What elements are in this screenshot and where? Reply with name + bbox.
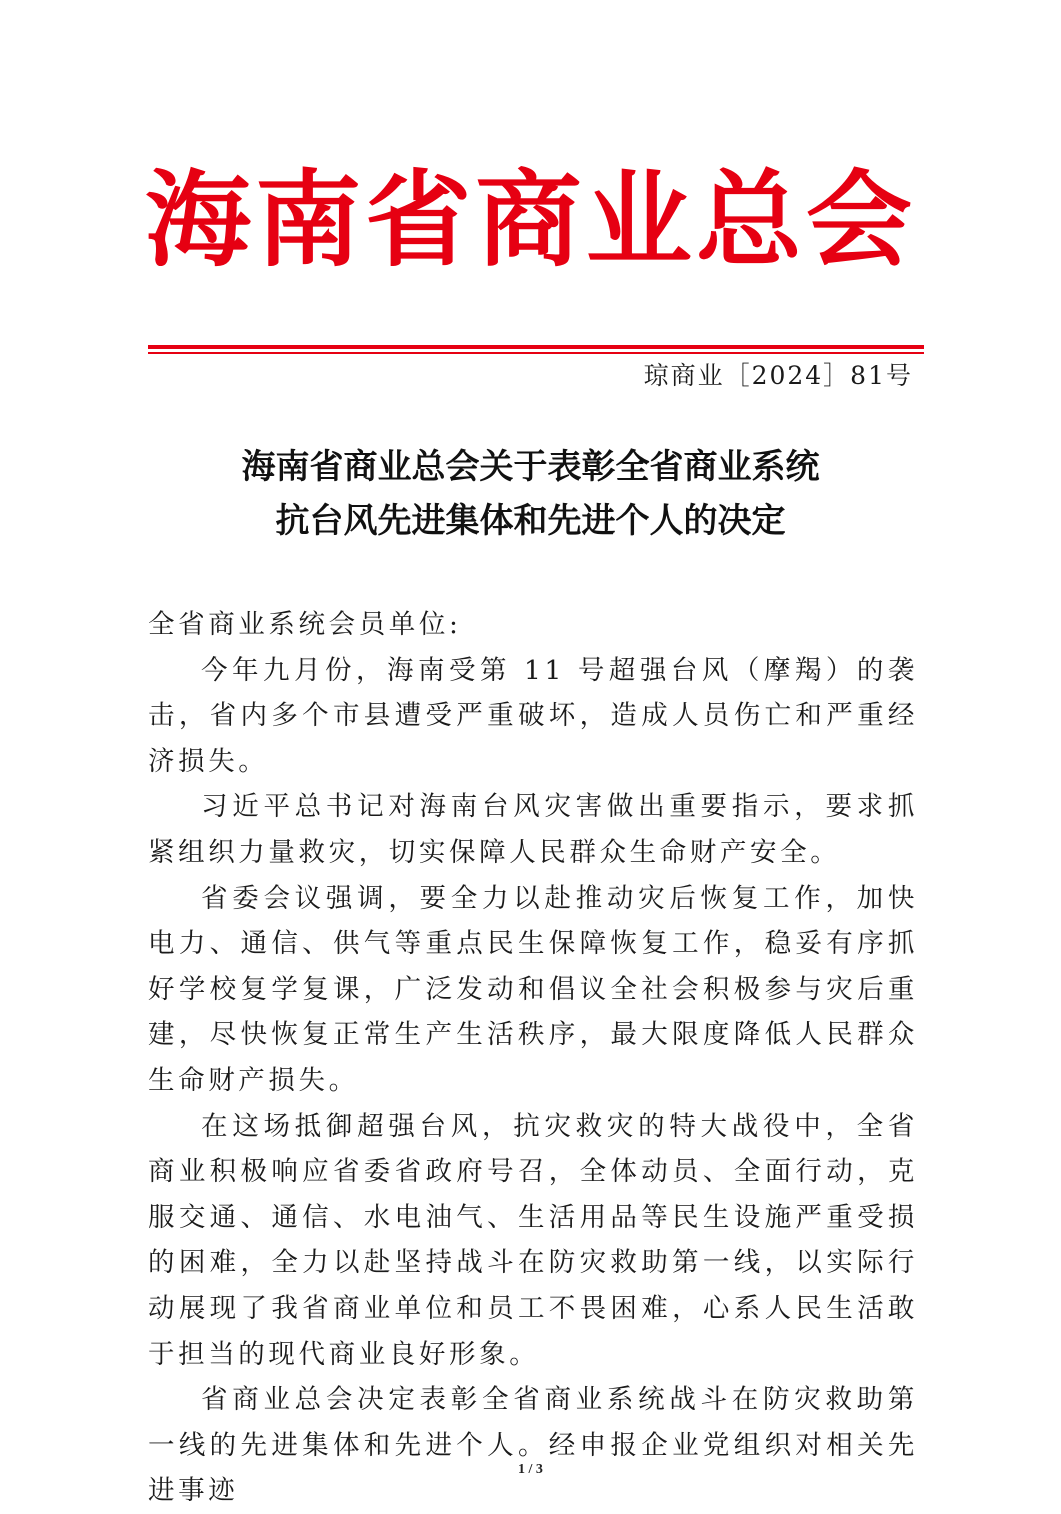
letterhead-red-rule-thin — [148, 352, 924, 354]
body-paragraph: 今年九月份，海南受第 11 号超强台风（摩羯）的袭击，省内多个市县遭受严重破坏，造成人员伤亡和严重经济损失。 — [148, 654, 918, 777]
body-paragraph: 省商业总会决定表彰全省商业系统战斗在防灾救助第一线的先进集体和先进个人。经申报企业党组织对相关先进事迹 — [148, 1384, 918, 1507]
document-title-line-1: 海南省商业总会关于表彰全省商业系统 — [241, 447, 820, 487]
letterhead-red-rule-thick — [148, 345, 924, 349]
letterhead-org-name: 海南省商业总会 — [144, 159, 917, 281]
page-indicator: 1 / 3 — [518, 1462, 543, 1477]
body-paragraph: 在这场抵御超强台风，抗灾救灾的特大战役中，全省商业积极响应省委省政府号召，全体动员、全面行动，克服交通、通信、水电油气、生活用品等民生设施严重受损的困难，全力以赴坚持战斗在防灾救助第一线，以实际行动展现了我省商业单位和员工不畏困难，心系人民生活敢于担当的现代商业良好形象。 — [148, 1110, 918, 1370]
body-paragraph: 习近平总书记对海南台风灾害做出重要指示，要求抓紧组织力量救灾，切实保障人民群众生命财产安全。 — [148, 791, 918, 868]
document-title-line-2: 抗台风先进集体和先进个人的决定 — [275, 501, 786, 541]
body-paragraph: 省委会议强调，要全力以赴推动灾后恢复工作，加快电力、通信、供气等重点民生保障恢复工作，稳妥有序抓好学校复学复课，广泛发动和倡议全社会积极参与灾后重建，尽快恢复正常生产生活秩序，最大限度降低人民群众生命财产损失。 — [148, 882, 918, 1096]
document-body — [148, 602, 918, 1514]
document-number: 琼商业［2024］81号 — [643, 361, 913, 390]
salutation: 全省商业系统会员单位: — [148, 609, 462, 640]
document-title — [0, 440, 1061, 548]
